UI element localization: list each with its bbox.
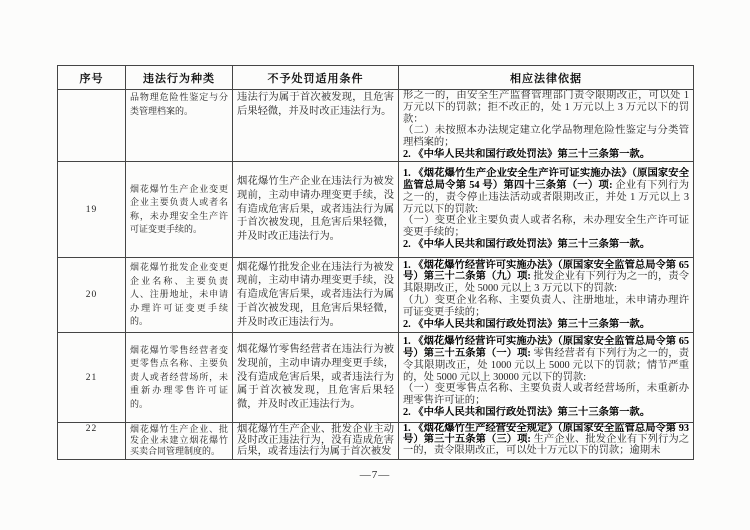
violation-cell: 烟花爆竹批发企业变更企业名称、主要负责人、注册地址，未申请办理许可证变更手续的。 <box>126 258 233 333</box>
legal-basis-cell: 1. 《烟花爆竹经营许可实施办法》（原国家安全监管总局令第 65 号）第三十二条第（九）项: 批发企业有下列行为之一的，责令其限期改正，处 5000 元以上 3 万元以下的罚款: （九）变更企业名称、主要负责人、注册地址，未申请办理许可证变更手续的； 2. 《中华人民共和国行政处罚法》第三十三条第一款。 <box>399 258 694 333</box>
violation-cell: 烟花爆竹生产企业变更企业主要负责人或者名称，未办理安全生产许可证变更手续的。 <box>126 162 233 258</box>
legal-basis-cell: 1. 《烟花爆竹生产企业安全生产许可证实施办法》（原国家安全监管总局令第 54 号）第四十三条第（一）项: 企业有下列行为之一的，责令停止违法活动或者限期改正，并处 1 万元以上 3 万元以下的罚款: （一）变更企业主要负责人或者名称，未办理安全生产许可证变更手续的； 2. 《中华人民共和国行政处罚法》第三十三条第一款。 <box>399 162 694 258</box>
column-header-legal-basis: 相应法律依据 <box>399 66 694 90</box>
violation-cell: 烟花爆竹零售经营者变更零售点名称、主要负责人或者经营场所，未重新办理零售许可证的。 <box>126 333 233 423</box>
row-number-cell: 19 <box>58 162 126 258</box>
table-row <box>58 333 694 423</box>
table-row <box>58 90 694 162</box>
row-number-cell: 20 <box>58 258 126 333</box>
column-header-number: 序号 <box>58 66 126 90</box>
table-row <box>58 423 694 460</box>
table-header-row <box>58 66 694 90</box>
column-header-violation-type: 违法行为种类 <box>126 66 233 90</box>
legal-basis-cell: 1. 《烟花爆竹经营许可实施办法》（原国家安全监管总局令第 65 号）第三十五条第（一）项: 零售经营者有下列行为之一的，责令其限期改正，处 1000 元以上 5000 元以下的罚款；情节严重的，处 5000 元以上 30000 元以下的罚款: （一）变更零售点名称、主要负责人或者经营场所，未重新办理零售许可证的； 2. 《中华人民共和国行政处罚法》第三十三条第一款。 <box>399 333 694 423</box>
violation-cell: 烟花爆竹生产企业、批发企业未建立烟花爆竹买卖合同管理制度的。 <box>126 423 233 460</box>
violation-cell: 品物理危险性鉴定与分类管理档案的。 <box>126 90 233 162</box>
column-header-non-punishment-conditions: 不予处罚适用条件 <box>233 66 399 90</box>
page-number: —7— <box>359 469 391 481</box>
row-number-cell: 22 <box>58 423 126 460</box>
regulations-table <box>57 65 694 460</box>
condition-cell: 烟花爆竹零售经营者在违法行为被发现前，主动申请办理变更手续，没有造成危害后果，或者违法行为属于首次被发现，且危害后果轻微，并及时改正违法行为。 <box>233 333 399 423</box>
legal-basis-cell: 1. 《烟花爆竹生产经营安全规定》（原国家安全监管总局令第 93 号）第三十五条第（三）项: 生产企业、批发企业有下列行为之一的，责令限期改正，可以处十万元以下的罚款；逾期未 <box>399 423 694 460</box>
row-number-cell: 21 <box>58 333 126 423</box>
table-row <box>58 258 694 333</box>
row-number-cell <box>58 90 126 162</box>
condition-cell: 烟花爆竹生产企业、批发企业主动及时改正违法行为，没有造成危害后果，或者违法行为属于首次被发 <box>233 423 399 460</box>
condition-cell: 烟花爆竹批发企业在违法行为被发现前，主动申请办理变更手续，没有造成危害后果，或者违法行为属于首次被发现，且危害后果轻微，并及时改正违法行为。 <box>233 258 399 333</box>
legal-basis-cell: 形之一的，由安全生产监督管理部门责令限期改正，可以处 1 万元以下的罚款；拒不改正的，处 1 万元以上 3 万元以下的罚款： （二）未按照本办法规定建立化学品物理危险性鉴定与分类管理档案的； 2. 《中华人民共和国行政处罚法》第三十三条第一款。 <box>399 90 694 162</box>
condition-cell: 违法行为属于首次被发现，且危害后果轻微，并及时改正违法行为。 <box>233 90 399 162</box>
table-row <box>58 162 694 258</box>
condition-cell: 烟花爆竹生产企业在违法行为被发现前，主动申请办理变更手续，没有造成危害后果，或者违法行为属于首次被发现，且危害后果轻微，并及时改正违法行为。 <box>233 162 399 258</box>
